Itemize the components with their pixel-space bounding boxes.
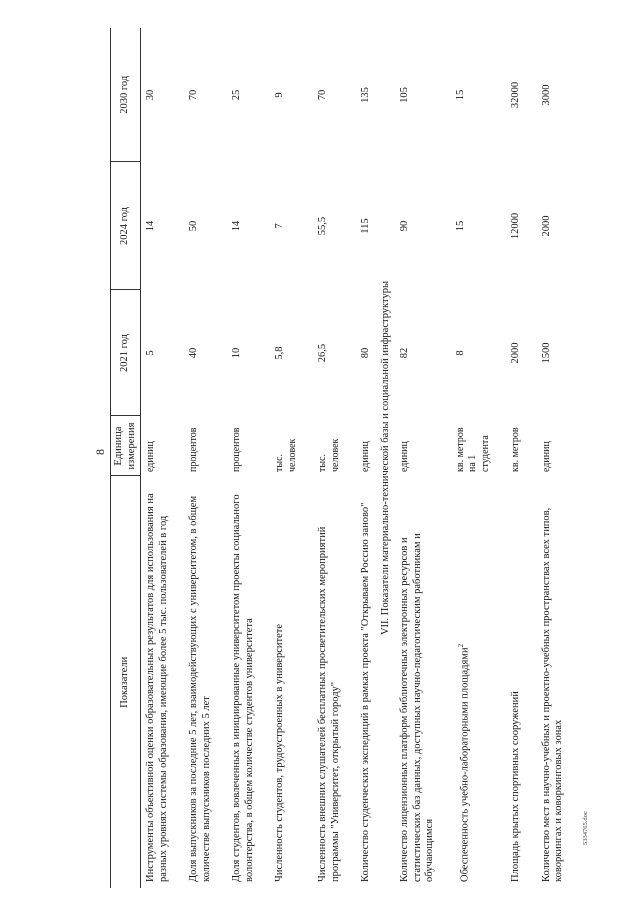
header-2021: 2021 год — [111, 290, 141, 416]
table-row — [313, 28, 356, 888]
row-value-2021: 8 — [454, 350, 466, 356]
row-unit: процентов — [188, 427, 199, 472]
row-label: Доля выпускников за последние 5 лет, взаимодействующих с университетом, в общем количестве выпускников последних 5 лет — [188, 495, 212, 882]
row-value-2024: 115 — [360, 218, 371, 234]
header-unit: Единица измерения — [111, 416, 141, 476]
row-value-2030: 30 — [145, 89, 156, 101]
row-value-2030: 15 — [454, 89, 466, 101]
row-value-2024: 15 — [454, 220, 466, 232]
row-label: Инструменты объективной оценки образовательных результатов для использования на разных уровнях системы образования, имеющие более 5 тыс. пользователей в год — [145, 493, 169, 882]
row-value-2021: 5,8 — [274, 346, 285, 360]
row-value-2021: 82 — [399, 347, 410, 359]
row-unit: единиц — [399, 441, 410, 472]
header-indicators: Показатели — [111, 476, 141, 888]
row-value-2024: 14 — [231, 220, 242, 232]
row-unit: кв. метров — [510, 427, 521, 472]
section-title: VII. Показатели материально-технической базы и социальной инфраструктуры — [379, 280, 391, 636]
row-unit: единиц — [540, 441, 552, 472]
row-value-2024: 14 — [145, 220, 156, 232]
row-value-2024: 12000 — [510, 212, 521, 240]
row-value-2030: 105 — [399, 87, 410, 103]
table-row — [141, 28, 185, 888]
row-label: Количество студенческих экспедиций в рамках проекта "Открываем Россию заново" — [360, 502, 371, 882]
row-value-2024: 2000 — [540, 215, 552, 237]
row-unit: тыс. человек — [317, 438, 341, 472]
row-label: Площадь крытых спортивных сооружений — [510, 691, 521, 882]
row-value-2021: 80 — [360, 347, 371, 359]
row-value-2021: 1500 — [540, 342, 552, 364]
indicators-table — [110, 28, 570, 888]
row-unit: единиц — [360, 441, 371, 472]
row-unit: процентов — [231, 427, 242, 472]
table-row — [451, 28, 507, 888]
row-label: Обеспеченность учебно-лабораторными площадями — [459, 647, 470, 882]
row-unit: единиц — [145, 441, 156, 472]
row-value-2030: 135 — [360, 87, 371, 103]
row-value-2030: 70 — [317, 89, 328, 101]
row-value-2024: 90 — [399, 220, 410, 232]
header-2030: 2030 год — [111, 28, 141, 162]
row-value-2021: 40 — [188, 347, 199, 359]
page-number: 8 — [93, 449, 107, 455]
row-value-2030: 70 — [188, 89, 199, 101]
row-label: Численность студентов, трудоустроенных в университете — [274, 624, 285, 882]
row-value-2030: 25 — [231, 89, 242, 101]
row-value-2024: 50 — [188, 220, 199, 232]
row-value-2030: 9 — [274, 92, 285, 98]
row-value-2021: 10 — [231, 347, 242, 359]
row-value-2024: 55,5 — [317, 216, 328, 236]
row-unit: кв. метров на 1 студента — [454, 427, 491, 472]
table-row — [395, 28, 451, 888]
row-label: Доля студентов, вовлеченных в инициированные университетом проекты социального волонтерства, в общем количестве студентов университета — [231, 494, 255, 882]
row-value-2021: 26,5 — [317, 343, 328, 363]
row-unit: тыс. человек — [274, 438, 298, 472]
table-row — [537, 28, 570, 888]
document-filename: 5334765.doc — [582, 811, 589, 845]
table-row — [270, 28, 313, 888]
table-row — [506, 28, 537, 888]
row-label-with-footnote — [451, 476, 507, 888]
header-2024: 2024 год — [111, 162, 141, 290]
table-header-row — [111, 28, 141, 888]
row-label: Количество лицензионных платформ библиотечных электронных ресурсов и статистических баз данных, доступных научно-педагогическим работникам и обучающимся — [399, 533, 435, 882]
rotated-table-page — [110, 28, 630, 888]
footnote-marker: 2 — [456, 643, 465, 648]
row-label: Численность внешних слушателей бесплатных просветительских мероприятий программы "Университет, открытый городу" — [317, 526, 341, 882]
row-value-2024: 7 — [274, 223, 285, 229]
table-row — [356, 28, 377, 888]
row-value-2021: 5 — [145, 350, 156, 356]
table-row — [227, 28, 270, 888]
row-value-2030: 32000 — [510, 81, 521, 109]
row-value-2021: 2000 — [510, 342, 521, 364]
row-value-2030: 3000 — [540, 84, 552, 106]
row-label: Количество мест в научно-учебных и проектно-учебных пространствах всех типов, коворкингах и коворкинговых зонах — [540, 507, 564, 882]
section-header-row — [377, 28, 396, 888]
table-row — [184, 28, 227, 888]
